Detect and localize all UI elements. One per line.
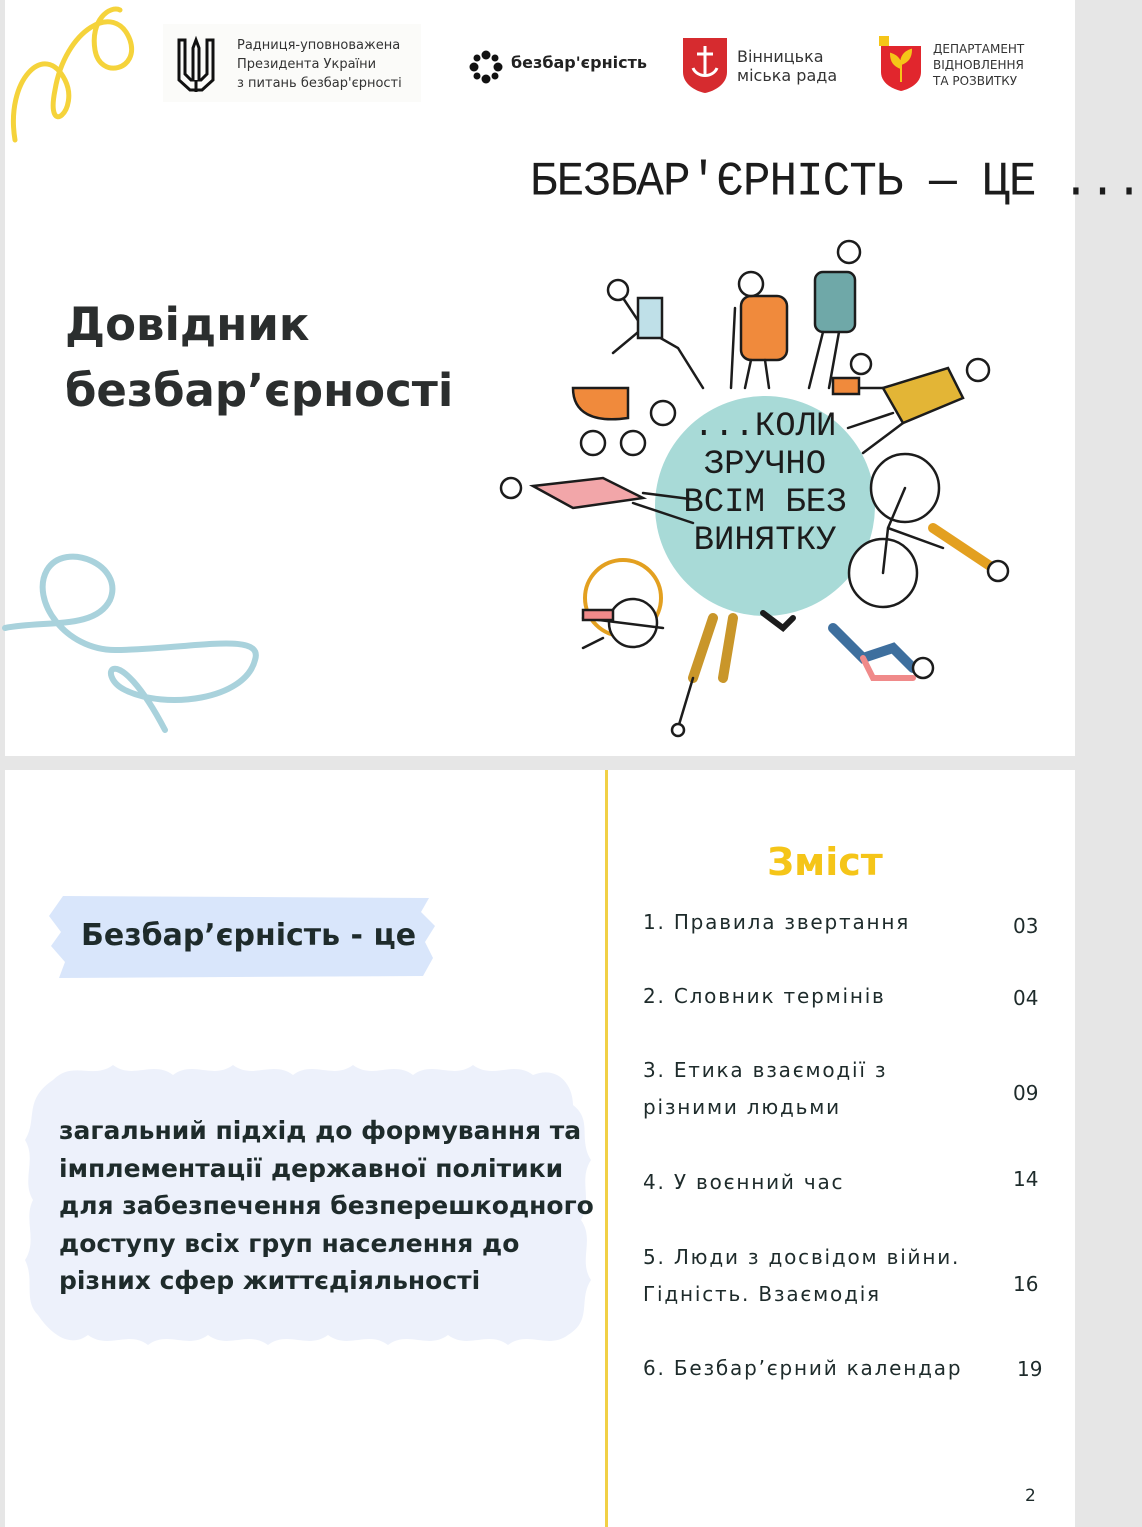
toc-item-3[interactable] [643,1052,887,1126]
department-logo [877,36,1025,96]
circle-slogan-line: ...КОЛИ [693,408,837,446]
ombudsman-line: Президента України [237,57,377,72]
toc-page-4: 14 [1013,1167,1039,1191]
circle-slogan [645,408,885,560]
bezbar-logo-label: безбар'єрність [511,53,647,72]
definition-line: доступу всіх груп населення до [59,1228,520,1258]
document-title-line: безбар’єрності [65,364,454,417]
toc-page-6: 19 [1017,1357,1043,1381]
toc-item-label: 1. Правила звертання [643,910,911,934]
cover-page [5,0,1142,756]
vinnytsia-logo [681,36,838,98]
department-line: ДЕПАРТАМЕНТ [933,42,1025,56]
bezbar-logo [469,50,647,88]
sprout-shield-icon [877,36,925,92]
toc-item-4[interactable] [643,1164,844,1201]
toc-item-label: 5. Люди з досвідом війни. [643,1245,961,1269]
toc-page-1: 03 [1013,914,1039,938]
circle-slogan-line: ЗРУЧНО [703,446,827,484]
toc-page-5: 16 [1013,1272,1039,1296]
column-divider [605,770,608,1527]
definition-line: різних сфер життєдіяльності [59,1266,481,1295]
ombudsman-logo [163,24,421,102]
toc-item-label: 2. Словник термінів [643,984,886,1008]
toc-item-1[interactable] [643,904,910,941]
ombudsman-line: Радниця-уповноважена [237,38,401,53]
toc-page-2: 04 [1013,986,1039,1010]
toc-item-label: 3. Етика взаємодії з [643,1058,888,1082]
toc-item-2[interactable] [643,978,886,1015]
definition-line: для забезпечення безперешкодного [59,1191,594,1220]
ombudsman-text [237,36,402,93]
toc-item-label: різними людьми [643,1095,841,1119]
document-title-line: Довідник [65,298,310,351]
contents-page [5,770,1075,1527]
city-shield-icon [681,36,729,94]
circle-slogan-line: ВИНЯТКУ [693,522,837,560]
page-number: 2 [1025,1486,1036,1506]
toc-item-label: Гідність. Взаємодія [643,1282,881,1306]
vinnytsia-line: Вінницька [737,47,824,66]
toc-item-label: 4. У воєнний час [643,1170,845,1194]
definition-text [59,1112,594,1300]
department-line: ТА РОЗВИТКУ [933,74,1018,88]
definition-line: загальний підхід до формування та [59,1116,582,1145]
ombudsman-line: з питань безбар'єрності [237,76,402,91]
vinnytsia-text [737,47,837,85]
toc-item-5[interactable] [643,1239,960,1313]
handwritten-heading: БЕЗБАР'ЄРНІСТЬ — ЦЕ ... [530,154,1142,210]
toc-item-6[interactable] [643,1350,962,1387]
toc-item-label: 6. Безбар’єрний календар [643,1356,963,1380]
trident-icon [173,36,219,94]
department-text [933,41,1024,89]
department-line: ВІДНОВЛЕННЯ [933,58,1024,72]
blue-squiggle-decoration [5,540,275,756]
vinnytsia-line: міська рада [737,66,838,85]
document-title [65,292,453,424]
toc-page-3: 09 [1013,1081,1039,1105]
definition-label: Безбар’єрність - це [81,918,417,953]
yellow-squiggle-decoration [5,0,145,150]
definition-line: імплементації державної політики [59,1153,564,1183]
dots-flower-icon [469,50,503,84]
toc-title: Зміст [767,840,883,884]
circle-slogan-line: ВСІМ БЕЗ [683,484,847,522]
